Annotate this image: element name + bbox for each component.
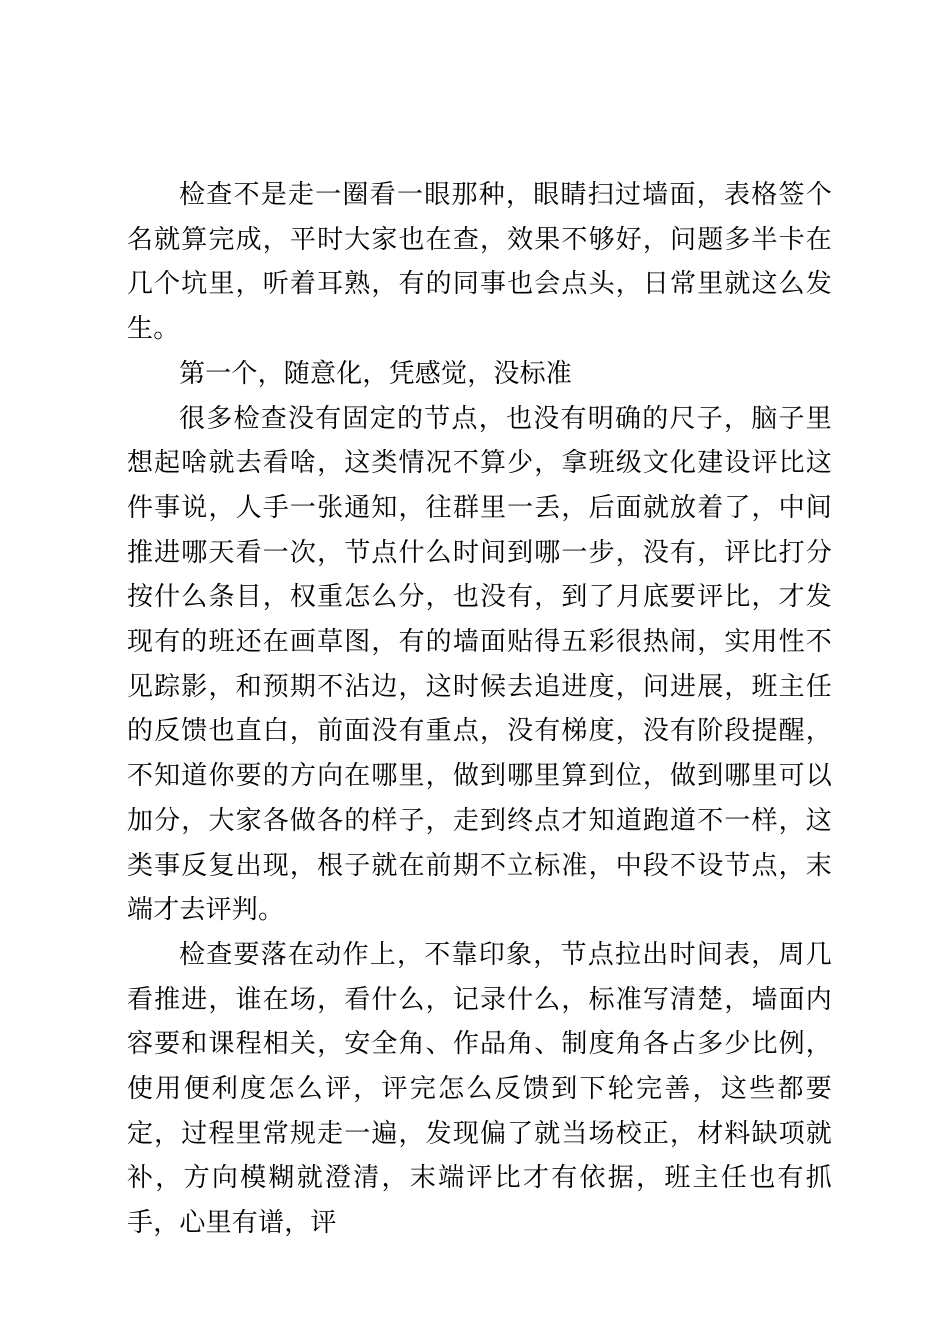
body-text <box>127 173 832 1246</box>
paragraph-solution: 检查要落在动作上，不靠印象，节点拉出时间表，周几看推进，谁在场，看什么，记录什么，标准写清楚，墙面内容要和课程相关，安全角、作品角、制度角各占多少比例，使用便利度怎么评，评完怎么反馈到下轮完善，这些都要定，过程里常规走一遍，发现偏了就当场校正，材料缺项就补，方向模糊就澄清，末端评比才有依据，班主任也有抓手，心里有谱，评 <box>127 939 832 1239</box>
section-heading: 第一个，随意化，凭感觉，没标准 <box>179 358 573 389</box>
paragraph-problem: 很多检查没有固定的节点，也没有明确的尺子，脑子里想起啥就去看啥，这类情况不算少，拿班级文化建设评比这件事说，人手一张通知，往群里一丢，后面就放着了，中间推进哪天看一次，节点什么时间到哪一步，没有，评比打分按什么条目，权重怎么分，也没有，到了月底要评比，才发现有的班还在画草图，有的墙面贴得五彩很热闹，实用性不见踪影，和预期不沾边，这时候去追进度，问进展，班主任的反馈也直白，前面没有重点，没有梯度，没有阶段提醒，不知道你要的方向在哪里，做到哪里算到位，做到哪里可以加分，大家各做各的样子，走到终点才知道跑道不一样，这类事反复出现，根子就在前期不立标准，中段不设节点，末端才去评判。 <box>127 403 832 926</box>
paragraph-intro: 检查不是走一圈看一眼那种，眼睛扫过墙面，表格签个名就算完成，平时大家也在查，效果不够好，问题多半卡在几个坑里，听着耳熟，有的同事也会点头，日常里就这么发生。 <box>127 180 832 345</box>
